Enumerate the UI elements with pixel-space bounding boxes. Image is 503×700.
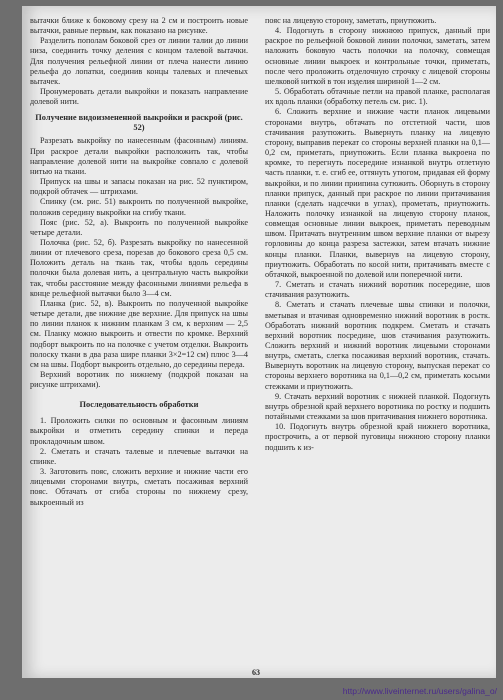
paragraph: 7. Сметать и стачать нижний воротник посередине, шов стачивания разутюжить. (265, 280, 490, 300)
paragraph: Планка (рис. 52, в). Выкроить по полученной выкройке четыре детали, две нижние две верхние. Для припуск на швы по линии планок к нижним планкам 3 см, к верхним — 2,5 см. Планку можно выкроить и отвести по кромке. Верхний подборт выкроить по на полочке с учетом отделки. Выкроить полоску ткани в два раза шире планки 3×2=12 см) плюс 3—4 см на швы. Подборт выкроить отдельно, до середины переда. (30, 298, 248, 369)
paragraph: 9. Стачать верхний воротник с нижней планкой. Подогнуть внутрь обрезной край верхнего воротника по ростку и подшить потайными стежками за шов притачивания нижнего воротника. (265, 391, 490, 422)
paragraph: Пояс (рис. 52, а). Выкроить по полученной выкройке четыре детали. (30, 217, 248, 237)
paragraph: Верхний воротник по нижнему (подкрой показан на рисунке штрихами). (30, 370, 248, 390)
section-heading: Последовательность обработки (79, 400, 199, 410)
paragraph: Спинку (см. рис. 51) выкроить по полученной выкройке, положив середину выкройки на сгибу ткани. (30, 197, 248, 217)
paragraph: Пронумеровать детали выкройки и показать направление долевой нити. (30, 87, 248, 107)
paragraph: вытачки ближе к боковому срезу на 2 см и построить новые вытачки, равные первым, как показано на рисунке. (30, 16, 248, 36)
page-number: 63 (252, 668, 260, 677)
paragraph: 6. Сложить верхние и нижние части планок лицевыми сторонами внутрь, обтачать по отстетной части, шов стачивания разутюжить. Вывернуть планку на лицевую сторону, выправив перекат со стороны верхней планки на 0,1—0,2 см, приметать, приутюжить. Если планка выкроена по кромке, то перегнуть посередине изнанкой внутрь отлетную часть планки, т. е. сгиб ее, оттянуть утюгом, придавая ей форму выкройки, и по линии приипина сутюжить. Оборнуть в сторону планки припуск, данный при раскрое по линии притачивания планки (сделать надсечки в углах), прометать, приутюжить. Наложить полочку изнанкой на лицевую сторону планок, совмещая основные линии выкроек, приметать переводным швом. Притачать внутренним швом верхние планки от вырезу горловины до конца разреза застежки, затем втачать нижние концы планки. Планки, вывернув на лицевую сторону, приутюжить. Обработать по косой нити, притачивать вместе с обтачкой, выкроенной по долевой или поперечной нити. (265, 107, 490, 279)
footer-url[interactable]: http://www.liveinternet.ru/users/galina_o/ (342, 686, 497, 696)
paragraph: 3. Заготовить пояс, сложить верхние и нижние части его лицевыми сторонами внутрь, сметать посаживая верхний пояс. Обтачать от сгиба стороны по нижнему срезу, выкроенный из (30, 467, 248, 507)
paragraph: 5. Обработать обтачные петли на правой планке, располагая их вдоль планки (обработку петель см. рис. 1). (265, 87, 490, 107)
paragraph: Припуск на швы и запасы показан на рис. 52 пунктиром, подкрой обтачек — штрихами. (30, 177, 248, 197)
paragraph: пояс на лицевую сторону, заметать, приутюжить. (265, 16, 437, 25)
paragraph: 8. Сметать и стачать плечевые швы спинки и полочки, вметывая и втачивая одновременно нижний воротник в ростк. Обработать нижний воротник подкрем. Сметать и стачать верхний воротник посредине, шов стачивания разутюжить. Сложить верхний и нижний воротник лицевыми сторонами внутрь, сметать, слегка посаживая верхний воротник, стачать. Вывернуть воротник на лицевую сторону, выпуская перекат со стороны верхнего воротника на 0,1—0,2 см, приметать косыми стежками и приутюжить. (265, 300, 490, 391)
paragraph: 1. Проложить силки по основным и фасонным линиям выкройки и отметить середину спинки и переда прокладочным швом. (30, 416, 248, 446)
paragraph: Полочка (рис. 52, б). Разрезать выкройку по нанесенной линии от плечевого среза, порезав до бокового среза 0,5 см. Положить деталь на ткань так, чтобы вдоль середины полочки была долевая нить, а центральную часть выкройки так, чтобы расстояние между фасонными линиями рельефа в конце рельефной вытачки было 3—4 см. (30, 237, 248, 298)
section-heading: Получение видоизмененной выкройки и раскрой (рис. 52) (35, 113, 243, 133)
paragraph: 4. Подогнуть в сторону нижнюю припуск, данный при раскрое по рельефной боковой линии полочки, заметать, затем наложить боковую часть полочки на полочку, совмещая основные линии выкроек и контрольные точки, приметать, после чего проложить отделочную строчку с лицевой стороны шелковой ниткой в тон изделия шириной 1—2 см. (265, 26, 490, 86)
paragraph: 10. Подогнуть внутрь обрезной край нижнего воротника, прострочить, а от первой пуговицы нижнюю сторону планки подшить к из- (265, 422, 490, 452)
paragraph: Разрезать выкройку по нанесенным (фасонным) линиям. При раскрое детали выкройки расположить так, чтобы направление долевой нити на выкройке совпало с долевой нитью на ткани. (30, 136, 248, 176)
paragraph: 2. Сметать и стачать талевые и плечевые вытачки на спинке. (30, 446, 248, 466)
right-column (265, 16, 490, 453)
paragraph: Разделить пополам боковой срез от линии талии до линии низа, соединить точку деления с концом талевой вытачки. Для получения рельефной линии от плеча нанести линию рельефа до лопатки, соединив концы талевых и плечевых вытачек. (30, 36, 248, 86)
left-column (30, 16, 248, 508)
book-page (22, 6, 496, 678)
